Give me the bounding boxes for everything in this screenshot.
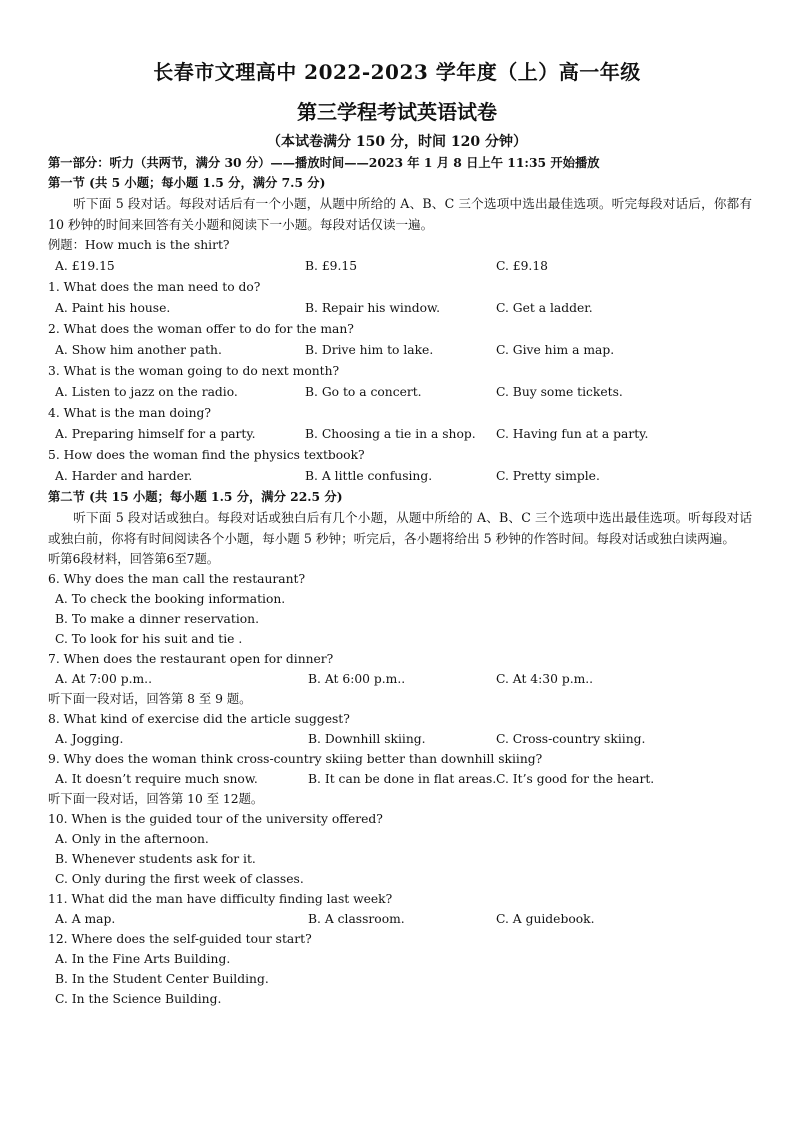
option-a: A. Show him another path. xyxy=(55,343,222,357)
question-10: 10. When is the guided tour of the university offered? xyxy=(48,812,383,826)
question-7-options xyxy=(48,669,752,689)
group-10-instruction: 听下面一段对话，回答第 10 至 12题。 xyxy=(48,792,264,806)
exam-subject-title: 第三学程考试英语试卷 xyxy=(297,100,497,124)
option-b: B. Drive him to lake. xyxy=(305,343,434,357)
option-c: C. Pretty simple. xyxy=(496,469,600,483)
section2-heading: 第二节 (共 15 小题；每小题 1.5 分，满分 22.5 分) xyxy=(48,489,343,504)
section1-instructions: 听下面 5 段对话。每段对话后有一个小题，从题中所给的 A、B、C 三个选项中选出最佳选项。听完每段对话后，你都有 10 秒钟的时间来回答有关小题和阅读下一小题。每段对话仅读一遍。 xyxy=(48,196,752,232)
option-c: C. Having fun at a party. xyxy=(496,427,649,441)
option-a: A. Preparing himself for a party. xyxy=(55,427,256,441)
exam-score-time: （本试卷满分 150 分，时间 120 分钟） xyxy=(267,134,527,150)
option-a: A. £19.15 xyxy=(55,259,115,273)
exam-title: 长春市文理高中 2022-2023 学年度（上）高一年级 xyxy=(153,60,641,84)
option-c: C. Buy some tickets. xyxy=(496,385,623,399)
option-c: C. In the Science Building. xyxy=(55,992,222,1006)
question-2: 2. What does the woman offer to do for the man? xyxy=(48,322,354,336)
option-a: A. To check the booking information. xyxy=(55,592,286,606)
option-c: C. Get a ladder. xyxy=(496,301,593,315)
exam-body xyxy=(48,153,752,1009)
question-4-options xyxy=(48,424,752,445)
question-11-options xyxy=(48,909,752,929)
question-5: 5. How does the woman find the physics textbook? xyxy=(48,448,365,462)
option-b: B. Choosing a tie in a shop. xyxy=(305,427,476,441)
option-b: B. Go to a concert. xyxy=(305,385,422,399)
option-b: B. In the Student Center Building. xyxy=(55,972,269,986)
part1-heading: 第一部分：听力（共两节，满分 30 分）——播放时间——2023 年 1 月 8 日上午 11:35 开始播放 xyxy=(48,155,600,170)
option-a: A. In the Fine Arts Building. xyxy=(55,952,231,966)
question-5-options xyxy=(48,466,752,487)
question-8: 8. What kind of exercise did the article suggest? xyxy=(48,712,350,726)
option-b: B. At 6:00 p.m.. xyxy=(308,672,406,686)
option-c: C. £9.18 xyxy=(496,259,548,273)
option-c: C. A guidebook. xyxy=(496,912,595,926)
option-b: B. Repair his window. xyxy=(305,301,441,315)
option-a: A. Jogging. xyxy=(55,732,124,746)
question-7: 7. When does the restaurant open for dinner? xyxy=(48,652,334,666)
option-b: B. It can be done in flat areas. xyxy=(308,772,497,786)
group-6-instruction: 听第6段材料，回答第6至7题。 xyxy=(48,552,220,566)
option-a: A. Paint his house. xyxy=(55,301,171,315)
option-a: A. It doesn’t require much snow. xyxy=(55,772,258,786)
option-a: A. Only in the afternoon. xyxy=(55,832,209,846)
section2-instructions: 听下面 5 段对话或独白。每段对话或独白后有几个小题，从题中所给的 A、B、C 三个选项中选出最佳选项。听每段对话或独白前，你将有时间阅读各个小题，每小题 5 秒钟；听完后，各小题将给出 5 秒钟的作答时间。每段对话或独白读两遍。 xyxy=(48,510,752,546)
option-b: B. Downhill skiing. xyxy=(308,732,426,746)
option-c: C. To look for his suit and tie . xyxy=(55,632,243,646)
question-1-options xyxy=(48,298,752,319)
option-c: C. Cross-country skiing. xyxy=(496,732,646,746)
option-c: C. Only during the first week of classes. xyxy=(55,872,304,886)
option-a: A. A map. xyxy=(55,912,116,926)
question-3: 3. What is the woman going to do next month? xyxy=(48,364,340,378)
group-8-instruction: 听下面一段对话，回答第 8 至 9 题。 xyxy=(48,692,252,706)
question-12: 12. Where does the self-guided tour start? xyxy=(48,932,312,946)
option-b: B. A little confusing. xyxy=(305,469,433,483)
section1-heading: 第一节 (共 5 小题；每小题 1.5 分，满分 7.5 分) xyxy=(48,175,326,190)
question-4: 4. What is the man doing? xyxy=(48,406,211,420)
option-a: A. Harder and harder. xyxy=(55,469,193,483)
option-a: A. Listen to jazz on the radio. xyxy=(55,385,238,399)
question-6: 6. Why does the man call the restaurant? xyxy=(48,572,306,586)
question-2-options xyxy=(48,340,752,361)
option-b: B. A classroom. xyxy=(308,912,405,926)
question-8-options xyxy=(48,729,752,749)
example-question: 例题：How much is the shirt? xyxy=(48,238,230,252)
option-a: A. At 7:00 p.m.. xyxy=(55,672,152,686)
option-b: B. To make a dinner reservation. xyxy=(55,612,259,626)
option-c: C. Give him a map. xyxy=(496,343,615,357)
option-b: B. Whenever students ask for it. xyxy=(55,852,256,866)
question-11: 11. What did the man have difficulty finding last week? xyxy=(48,892,393,906)
question-1: 1. What does the man need to do? xyxy=(48,280,261,294)
example-options xyxy=(48,256,752,277)
question-9: 9. Why does the woman think cross-country skiing better than downhill skiing? xyxy=(48,752,543,766)
option-b: B. £9.15 xyxy=(305,259,358,273)
question-3-options xyxy=(48,382,752,403)
question-9-options xyxy=(48,769,752,789)
option-c: C. It’s good for the heart. xyxy=(496,772,655,786)
option-c: C. At 4:30 p.m.. xyxy=(496,672,594,686)
